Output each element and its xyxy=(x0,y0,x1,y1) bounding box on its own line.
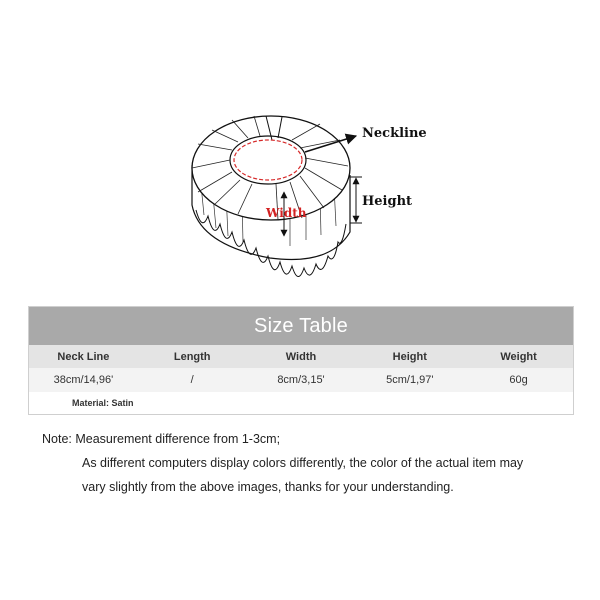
header-height: Height xyxy=(392,350,427,363)
header-width: Width xyxy=(285,350,317,363)
note-line-3: vary slightly from the above images, thanks for your understanding. xyxy=(82,480,454,494)
value-height: 5cm/1,97' xyxy=(386,374,434,386)
neckline-label: Neckline xyxy=(362,126,427,141)
value-weight: 60g xyxy=(509,374,528,386)
header-weight: Weight xyxy=(500,350,537,363)
value-length: / xyxy=(190,374,194,386)
value-width: 8cm/3,15' xyxy=(277,374,325,386)
size-table-title: Size Table xyxy=(29,307,573,345)
size-table-header-row xyxy=(29,345,573,368)
note-block xyxy=(42,427,572,499)
header-length: Length xyxy=(173,350,211,363)
height-label: Height xyxy=(362,194,413,209)
value-neck-line: 38cm/14,96' xyxy=(53,374,114,386)
size-table-value-row xyxy=(29,368,573,392)
size-table xyxy=(28,306,574,415)
width-label: Width xyxy=(266,206,307,220)
material-row: Material: Satin xyxy=(29,392,573,414)
note-line-1: Note: Measurement difference from 1-3cm; xyxy=(42,432,281,446)
header-neck-line: Neck Line xyxy=(57,350,110,363)
note-line-2: As different computers display colors differently, the color of the actual item may xyxy=(82,456,524,470)
